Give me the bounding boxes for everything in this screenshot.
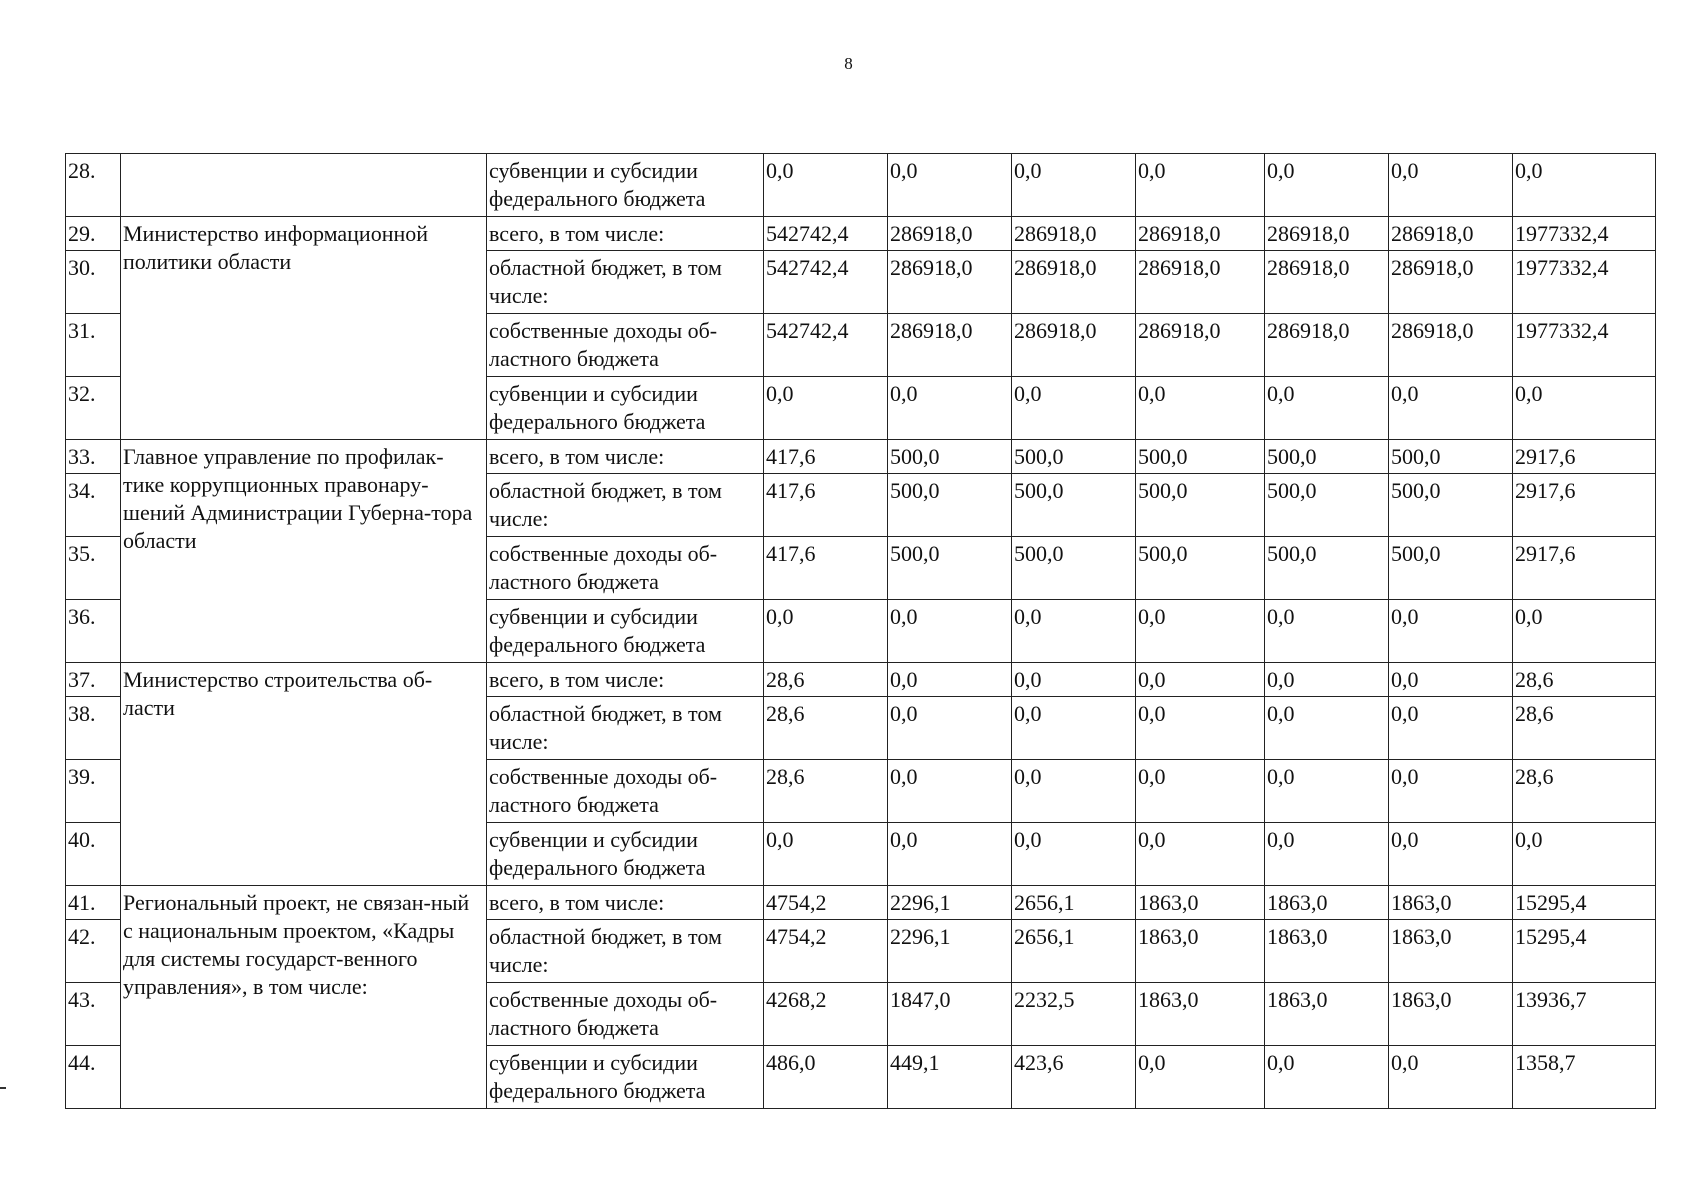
table-row	[66, 663, 1656, 697]
year-value-cell: 2296,1	[888, 886, 1012, 920]
total-value-cell: 2917,6	[1513, 474, 1656, 537]
year-value-cell: 0,0	[1012, 600, 1136, 663]
year-value-cell: 28,6	[764, 760, 888, 823]
year-value-cell: 0,0	[888, 154, 1012, 217]
year-value-cell: 28,6	[764, 663, 888, 697]
year-value-cell: 500,0	[1012, 474, 1136, 537]
year-value-cell: 500,0	[1136, 474, 1265, 537]
funding-source: областной бюджет, в том числе:	[487, 474, 764, 537]
row-number: 43.	[66, 983, 121, 1046]
year-value-cell: 500,0	[1265, 474, 1389, 537]
year-value-cell: 286918,0	[1389, 251, 1513, 314]
page-number: 8	[844, 54, 853, 73]
year-value-cell: 1863,0	[1389, 983, 1513, 1046]
year-value-cell: 0,0	[1265, 600, 1389, 663]
total-value-cell: 15295,4	[1513, 886, 1656, 920]
year-value-cell: 0,0	[1012, 760, 1136, 823]
year-value-cell: 486,0	[764, 1046, 888, 1109]
total-value-cell: 0,0	[1513, 823, 1656, 886]
year-value-cell: 1863,0	[1265, 886, 1389, 920]
year-value-cell: 0,0	[888, 600, 1012, 663]
year-value-cell: 500,0	[1136, 537, 1265, 600]
year-value-cell: 0,0	[1265, 697, 1389, 760]
table-row	[66, 217, 1656, 251]
funding-source: собственные доходы об-ластного бюджета	[487, 983, 764, 1046]
year-value-cell: 0,0	[1265, 823, 1389, 886]
year-value-cell: 500,0	[888, 474, 1012, 537]
year-value-cell: 0,0	[1265, 154, 1389, 217]
total-value-cell: 28,6	[1513, 760, 1656, 823]
total-value-cell: 28,6	[1513, 663, 1656, 697]
row-number: 35.	[66, 537, 121, 600]
year-value-cell: 500,0	[1265, 440, 1389, 474]
table-row	[66, 154, 1656, 217]
year-value-cell: 1863,0	[1265, 983, 1389, 1046]
year-value-cell: 0,0	[888, 760, 1012, 823]
total-value-cell: 13936,7	[1513, 983, 1656, 1046]
funding-source: всего, в том числе:	[487, 663, 764, 697]
year-value-cell: 0,0	[1389, 663, 1513, 697]
year-value-cell: 500,0	[888, 440, 1012, 474]
funding-source: собственные доходы об-ластного бюджета	[487, 537, 764, 600]
year-value-cell: 0,0	[1389, 600, 1513, 663]
year-value-cell: 286918,0	[888, 217, 1012, 251]
year-value-cell: 0,0	[888, 377, 1012, 440]
organization-name	[121, 154, 487, 217]
year-value-cell: 500,0	[1265, 537, 1389, 600]
year-value-cell: 4754,2	[764, 886, 888, 920]
year-value-cell: 500,0	[1389, 440, 1513, 474]
organization-name: Главное управление по профилак-тике коррупционных правонару-шений Администрации Губерна-тора области	[121, 440, 487, 663]
row-number: 33.	[66, 440, 121, 474]
year-value-cell: 417,6	[764, 537, 888, 600]
row-number: 38.	[66, 697, 121, 760]
year-value-cell: 0,0	[1136, 697, 1265, 760]
year-value-cell: 0,0	[1012, 377, 1136, 440]
year-value-cell: 2296,1	[888, 920, 1012, 983]
row-number: 28.	[66, 154, 121, 217]
funding-source: субвенции и субсидии федерального бюджета	[487, 377, 764, 440]
year-value-cell: 500,0	[1012, 537, 1136, 600]
year-value-cell: 1847,0	[888, 983, 1012, 1046]
year-value-cell: 286918,0	[1136, 314, 1265, 377]
funding-source: областной бюджет, в том числе:	[487, 697, 764, 760]
year-value-cell: 1863,0	[1389, 886, 1513, 920]
year-value-cell: 417,6	[764, 474, 888, 537]
year-value-cell: 500,0	[1389, 474, 1513, 537]
funding-source: субвенции и субсидии федерального бюджета	[487, 1046, 764, 1109]
row-number: 32.	[66, 377, 121, 440]
year-value-cell: 0,0	[1136, 663, 1265, 697]
year-value-cell: 500,0	[888, 537, 1012, 600]
year-value-cell: 4268,2	[764, 983, 888, 1046]
year-value-cell: 0,0	[764, 377, 888, 440]
margin-mark	[0, 1087, 6, 1089]
year-value-cell: 0,0	[1389, 697, 1513, 760]
year-value-cell: 0,0	[1136, 600, 1265, 663]
year-value-cell: 0,0	[764, 823, 888, 886]
total-value-cell: 0,0	[1513, 154, 1656, 217]
year-value-cell: 2656,1	[1012, 886, 1136, 920]
year-value-cell: 0,0	[1136, 154, 1265, 217]
year-value-cell: 286918,0	[888, 251, 1012, 314]
total-value-cell: 2917,6	[1513, 440, 1656, 474]
year-value-cell: 0,0	[1136, 823, 1265, 886]
year-value-cell: 0,0	[764, 600, 888, 663]
year-value-cell: 0,0	[1265, 377, 1389, 440]
year-value-cell: 1863,0	[1136, 886, 1265, 920]
funding-source: всего, в том числе:	[487, 217, 764, 251]
year-value-cell: 286918,0	[1012, 217, 1136, 251]
year-value-cell: 0,0	[1012, 823, 1136, 886]
total-value-cell: 28,6	[1513, 697, 1656, 760]
year-value-cell: 0,0	[1012, 154, 1136, 217]
funding-source: всего, в том числе:	[487, 886, 764, 920]
year-value-cell: 0,0	[888, 823, 1012, 886]
year-value-cell: 0,0	[1012, 663, 1136, 697]
total-value-cell: 1358,7	[1513, 1046, 1656, 1109]
year-value-cell: 2656,1	[1012, 920, 1136, 983]
total-value-cell: 2917,6	[1513, 537, 1656, 600]
year-value-cell: 0,0	[1389, 377, 1513, 440]
year-value-cell: 0,0	[888, 697, 1012, 760]
row-number: 42.	[66, 920, 121, 983]
total-value-cell: 1977332,4	[1513, 217, 1656, 251]
organization-name: Министерство информационной политики области	[121, 217, 487, 440]
table-row	[66, 440, 1656, 474]
organization-name: Министерство строительства об-ласти	[121, 663, 487, 886]
total-value-cell: 0,0	[1513, 377, 1656, 440]
year-value-cell: 0,0	[1136, 377, 1265, 440]
year-value-cell: 417,6	[764, 440, 888, 474]
row-number: 37.	[66, 663, 121, 697]
year-value-cell: 1863,0	[1136, 920, 1265, 983]
year-value-cell: 286918,0	[1265, 251, 1389, 314]
year-value-cell: 286918,0	[1265, 217, 1389, 251]
table-body	[66, 154, 1656, 1109]
row-number: 34.	[66, 474, 121, 537]
year-value-cell: 500,0	[1012, 440, 1136, 474]
organization-name: Региональный проект, не связан-ный с национальным проектом, «Кадры для системы государст-венного управления», в том числе:	[121, 886, 487, 1109]
year-value-cell: 542742,4	[764, 314, 888, 377]
year-value-cell: 423,6	[1012, 1046, 1136, 1109]
funding-source: областной бюджет, в том числе:	[487, 920, 764, 983]
year-value-cell: 0,0	[1265, 663, 1389, 697]
year-value-cell: 0,0	[1265, 1046, 1389, 1109]
year-value-cell: 1863,0	[1265, 920, 1389, 983]
row-number: 30.	[66, 251, 121, 314]
row-number: 44.	[66, 1046, 121, 1109]
row-number: 41.	[66, 886, 121, 920]
year-value-cell: 0,0	[1265, 760, 1389, 823]
year-value-cell: 286918,0	[1389, 217, 1513, 251]
row-number: 39.	[66, 760, 121, 823]
year-value-cell: 1863,0	[1136, 983, 1265, 1046]
year-value-cell: 286918,0	[1136, 251, 1265, 314]
total-value-cell: 1977332,4	[1513, 251, 1656, 314]
row-number: 36.	[66, 600, 121, 663]
year-value-cell: 286918,0	[888, 314, 1012, 377]
year-value-cell: 0,0	[1389, 760, 1513, 823]
row-number: 31.	[66, 314, 121, 377]
year-value-cell: 0,0	[764, 154, 888, 217]
year-value-cell: 2232,5	[1012, 983, 1136, 1046]
year-value-cell: 28,6	[764, 697, 888, 760]
funding-source: собственные доходы об-ластного бюджета	[487, 760, 764, 823]
year-value-cell: 286918,0	[1389, 314, 1513, 377]
year-value-cell: 0,0	[1136, 760, 1265, 823]
year-value-cell: 0,0	[888, 663, 1012, 697]
year-value-cell: 286918,0	[1012, 314, 1136, 377]
row-number: 29.	[66, 217, 121, 251]
year-value-cell: 286918,0	[1012, 251, 1136, 314]
year-value-cell: 500,0	[1389, 537, 1513, 600]
funding-source: собственные доходы об-ластного бюджета	[487, 314, 764, 377]
year-value-cell: 542742,4	[764, 251, 888, 314]
year-value-cell: 0,0	[1012, 697, 1136, 760]
year-value-cell: 0,0	[1389, 154, 1513, 217]
funding-source: субвенции и субсидии федерального бюджета	[487, 154, 764, 217]
year-value-cell: 0,0	[1136, 1046, 1265, 1109]
year-value-cell: 286918,0	[1136, 217, 1265, 251]
funding-source: субвенции и субсидии федерального бюджета	[487, 600, 764, 663]
funding-source: областной бюджет, в том числе:	[487, 251, 764, 314]
year-value-cell: 0,0	[1389, 823, 1513, 886]
year-value-cell: 500,0	[1136, 440, 1265, 474]
year-value-cell: 286918,0	[1265, 314, 1389, 377]
funding-source: всего, в том числе:	[487, 440, 764, 474]
total-value-cell: 1977332,4	[1513, 314, 1656, 377]
year-value-cell: 542742,4	[764, 217, 888, 251]
year-value-cell: 449,1	[888, 1046, 1012, 1109]
funding-source: субвенции и субсидии федерального бюджета	[487, 823, 764, 886]
year-value-cell: 0,0	[1389, 1046, 1513, 1109]
year-value-cell: 1863,0	[1389, 920, 1513, 983]
table-row	[66, 886, 1656, 920]
total-value-cell: 0,0	[1513, 600, 1656, 663]
year-value-cell: 4754,2	[764, 920, 888, 983]
budget-table	[65, 153, 1656, 1109]
row-number: 40.	[66, 823, 121, 886]
total-value-cell: 15295,4	[1513, 920, 1656, 983]
